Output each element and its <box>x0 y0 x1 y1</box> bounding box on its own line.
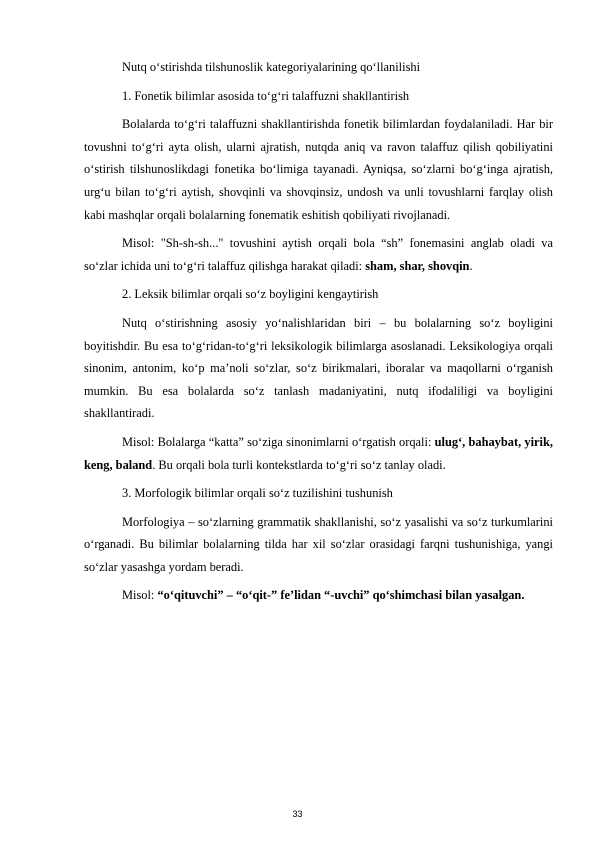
example-end: . <box>469 258 473 273</box>
section-1-heading: 1. Fonetik bilimlar asosida to‘g‘ri talaffuzni shakllantirish <box>122 88 410 103</box>
section-1-example <box>84 232 553 277</box>
example-bold-words: sham, shar, shovqin <box>365 258 470 273</box>
section-2-example <box>84 431 553 476</box>
example-bold-words: ulug‘, bahaybat, yirik, keng, baland <box>84 434 553 472</box>
example-end: . Bu orqali bola turli kontekstlarda to‘g‘ri so‘z tanlay oladi. <box>152 457 446 472</box>
document-title: Nutq o‘stirishda tilshunoslik kategoriyalarining qo‘llanilishi <box>122 60 421 74</box>
example-bold-words: “o‘qituvchi” – “o‘qit-” fe’lidan “-uvchi” qo‘shimchasi bilan yasalgan. <box>157 588 525 603</box>
example-text: Misol: Bolalarga “katta” so‘ziga sinonimlarni o‘rgatish orqali: <box>122 434 435 449</box>
page-number: 33 <box>292 809 303 819</box>
section-1-paragraph: Bolalarda to‘g‘ri talaffuzni shakllantirishda fonetik bilimlardan foydalaniladi. Har bir tovushni to‘g‘ri ayta olish, ularni ajratish, nutqda aniq va ravon talaffuz qilish qobiliyatini o‘stirish tilshunoslikdagi fonetika bo‘limiga tayanadi. Ayniqsa, so‘zlarni bo‘g‘inga ajratish, urg‘u bilan to‘g‘ri aytish, shovqinli va shovqinsiz, undosh va unli tovushlarni farqlay olish kabi mashqlar orqali bolalarning fonematik eshitish qobiliyati rivojlanadi. <box>84 117 553 222</box>
section-2-heading: 2. Leksik bilimlar orqali so‘z boyligini kengaytirish <box>122 287 379 302</box>
document-body <box>84 56 553 607</box>
section-3-paragraph: Morfologiya – so‘zlarning grammatik shakllanishi, so‘z yasalishi va so‘z turkumlarini o‘rganadi. Bu bilimlar bolalarning tilda har xil so‘zlar orasidagi farqni tushunishiga, yangi so‘zlar yasashga yordam beradi. <box>84 514 553 574</box>
section-2-paragraph: Nutq o‘stirishning asosiy yo‘nalishlaridan biri – bu bolalarning so‘z boyligini boyitishdir. Bu esa to‘g‘ridan-to‘g‘ri leksikologik bilimlarga asoslanadi. Leksikologiya orqali sinonim, antonim, ko‘p ma’noli so‘zlar, so‘z birikmalari, iboralar va maqollarni o‘rganish mumkin. Bu esa bolalarda so‘z tanlash madaniyatini, nutq ifodaliligi va boyligini shakllantiradi. <box>84 315 553 421</box>
example-text: Misol: "Sh-sh-sh..." tovushini aytish orqali bola “sh” fonemasini anglab oladi va so‘zlar ichida uni to‘g‘ri talaffuz qilishga harakat qiladi: <box>84 236 553 273</box>
section-3-heading: 3. Morfologik bilimlar orqali so‘z tuzilishini tushunish <box>122 486 393 501</box>
example-text: Misol: <box>122 588 158 603</box>
section-3-example <box>84 584 553 607</box>
